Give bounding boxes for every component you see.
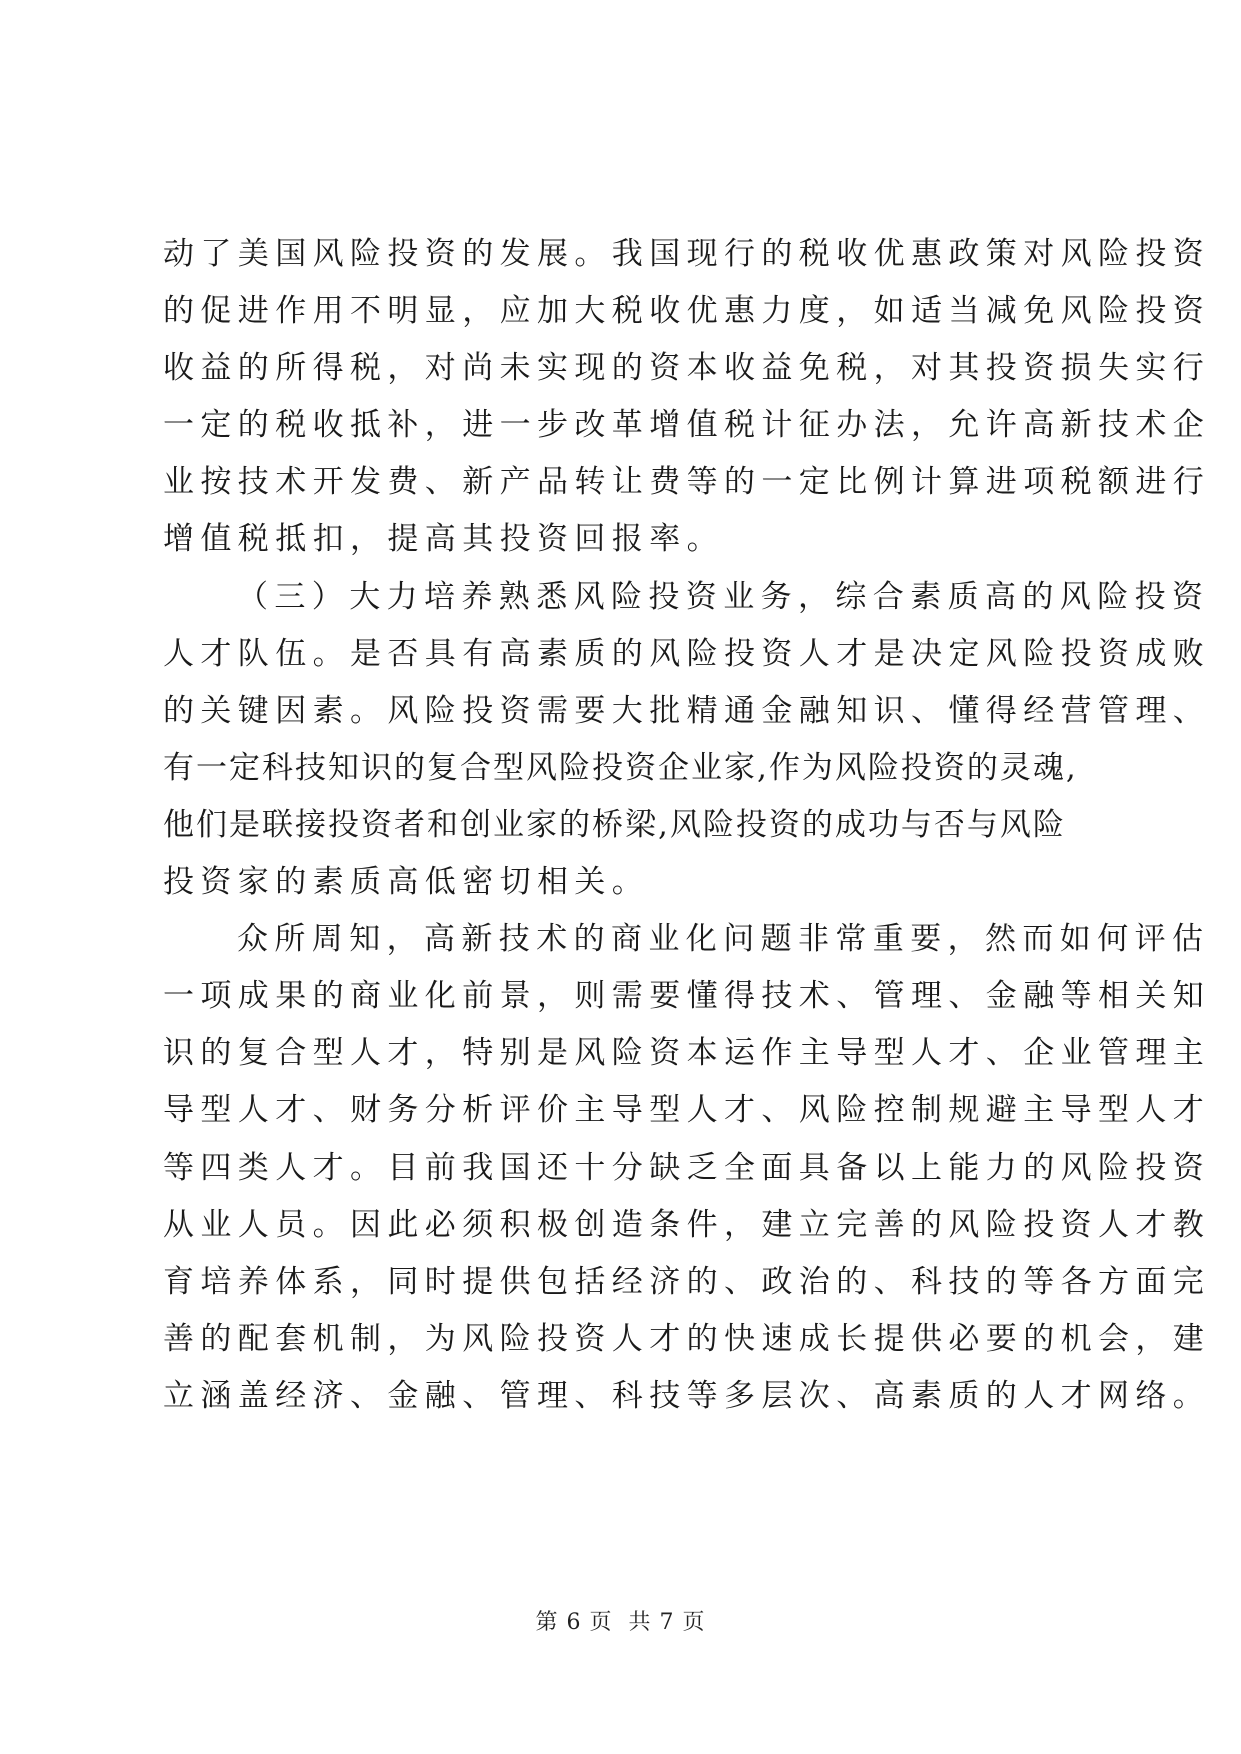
text-line: 立涵盖经济、金融、管理、科技等多层次、高素质的人才网络。 [163, 1377, 1211, 1414]
text-line: 善的配套机制，为风险投资人才的快速成长提供必要的机会，建 [163, 1320, 1211, 1357]
text-line: 增值税抵扣，提高其投资回报率。 [163, 521, 724, 558]
paragraph-first-line: 众所周知，高新技术的商业化问题非常重要，然而如何评估 [237, 921, 1210, 958]
text-line: 投资家的素质高低密切相关。 [163, 864, 650, 901]
text-line: 育培养体系，同时提供包括经济的、政治的、科技的等各方面完 [163, 1263, 1211, 1300]
text-line: 导型人才、财务分析评价主导型人才、风险控制规避主导型人才 [163, 1092, 1211, 1129]
text-line: 他们是联接投资者和创业家的桥梁,风险投资的成功与否与风险 [163, 806, 1066, 843]
text-line: 有一定科技知识的复合型风险投资企业家,作为风险投资的灵魂, [163, 749, 1078, 786]
section-heading-line: （三）大力培养熟悉风险投资业务，综合素质高的风险投资 [237, 578, 1210, 615]
text-line: 一定的税收抵补，进一步改革增值税计征办法，允许高新技术企 [163, 407, 1211, 444]
body-text [163, 226, 1211, 1425]
text-line: 等四类人才。目前我国还十分缺乏全面具备以上能力的风险投资 [163, 1149, 1211, 1186]
text-line: 识的复合型人才，特别是风险资本运作主导型人才、企业管理主 [163, 1035, 1211, 1072]
text-line: 动了美国风险投资的发展。我国现行的税收优惠政策对风险投资 [163, 236, 1211, 272]
text-line: 的关键因素。风险投资需要大批精通金融知识、懂得经营管理、 [163, 692, 1211, 729]
page-number: 第 6 页 共 7 页 [535, 1610, 706, 1635]
text-line: 人才队伍。是否具有高素质的风险投资人才是决定风险投资成败 [163, 635, 1211, 672]
text-line: 的促进作用不明显，应加大税收优惠力度，如适当减免风险投资 [163, 293, 1211, 330]
text-line: 从业人员。因此必须积极创造条件，建立完善的风险投资人才教 [163, 1206, 1211, 1243]
text-line: 一项成果的商业化前景，则需要懂得技术、管理、金融等相关知 [163, 978, 1211, 1015]
text-line: 收益的所得税，对尚未实现的资本收益免税，对其投资损失实行 [163, 350, 1211, 387]
text-line: 业按技术开发费、新产品转让费等的一定比例计算进项税额进行 [163, 464, 1211, 501]
